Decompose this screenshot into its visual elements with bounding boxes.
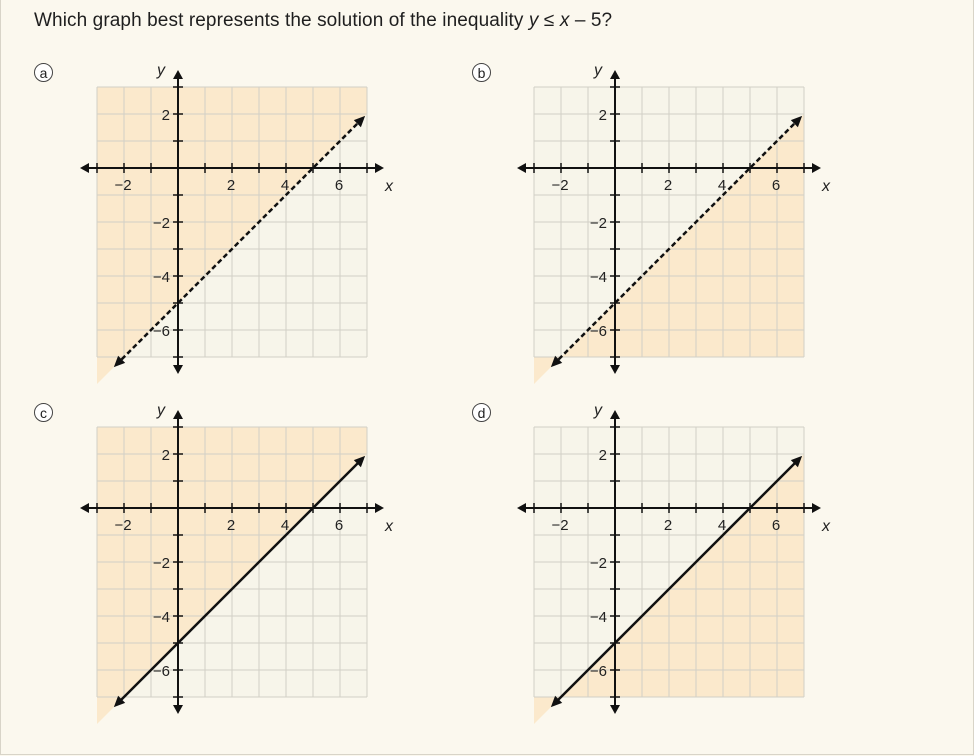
choice-b-radio[interactable]: b xyxy=(472,63,491,82)
x-axis-arrow-left xyxy=(80,503,89,513)
x-tick-label: 6 xyxy=(771,177,781,194)
x-tick-label: −2 xyxy=(114,517,132,534)
y-tick-label: 2 xyxy=(161,107,170,124)
y-axis-label: y xyxy=(157,62,165,79)
y-axis-arrow-up xyxy=(173,70,183,79)
graph-c[interactable] xyxy=(60,390,410,730)
graph-a[interactable] xyxy=(60,50,410,390)
graph-b[interactable] xyxy=(497,50,847,390)
y-tick-label: 2 xyxy=(598,107,607,124)
x-axis-label: x xyxy=(822,518,830,535)
y-tick-label: −4 xyxy=(152,609,170,626)
x-tick-label: 2 xyxy=(226,177,236,194)
y-tick-label: −2 xyxy=(152,215,170,232)
y-tick-label: −4 xyxy=(152,269,170,286)
x-tick-label: 6 xyxy=(334,177,344,194)
graph-c-svg xyxy=(60,390,410,730)
x-axis-label: x xyxy=(385,518,393,535)
y-tick-label: −6 xyxy=(589,663,607,680)
x-axis-arrow-right xyxy=(375,503,384,513)
x-axis-arrow-left xyxy=(80,163,89,173)
x-axis-arrow-right xyxy=(812,503,821,513)
x-axis-label: x xyxy=(822,178,830,195)
choice-c-radio[interactable]: c xyxy=(34,403,53,422)
x-tick-label: 4 xyxy=(717,177,727,194)
y-axis-label: y xyxy=(594,62,602,79)
y-axis-arrow-down xyxy=(610,705,620,714)
choice-a-radio[interactable]: a xyxy=(34,63,53,82)
graph-d-svg xyxy=(497,390,847,730)
x-axis-label: x xyxy=(385,178,393,195)
y-tick-label: −6 xyxy=(152,323,170,340)
y-tick-label: −6 xyxy=(589,323,607,340)
x-tick-label: 2 xyxy=(663,177,673,194)
y-tick-label: 2 xyxy=(598,447,607,464)
x-tick-label: 4 xyxy=(280,517,290,534)
y-tick-label: −2 xyxy=(152,555,170,572)
x-tick-label: 4 xyxy=(717,517,727,534)
choice-d-radio[interactable]: d xyxy=(472,403,491,422)
y-axis-label: y xyxy=(157,402,165,419)
x-tick-label: 2 xyxy=(663,517,673,534)
y-axis-arrow-down xyxy=(610,365,620,374)
x-axis-arrow-right xyxy=(812,163,821,173)
x-tick-label: 6 xyxy=(771,517,781,534)
y-axis-label: y xyxy=(594,402,602,419)
y-axis-arrow-down xyxy=(173,365,183,374)
x-tick-label: 2 xyxy=(226,517,236,534)
x-tick-label: −2 xyxy=(551,517,569,534)
y-tick-label: 2 xyxy=(161,447,170,464)
y-axis-arrow-up xyxy=(173,410,183,419)
x-tick-label: −2 xyxy=(551,177,569,194)
y-axis-arrow-up xyxy=(610,70,620,79)
y-axis-arrow-down xyxy=(173,705,183,714)
y-tick-label: −4 xyxy=(589,609,607,626)
y-axis-arrow-up xyxy=(610,410,620,419)
y-tick-label: −6 xyxy=(152,663,170,680)
question-text: Which graph best represents the solution of the inequality y ≤ x – 5? xyxy=(34,10,613,31)
graph-b-svg xyxy=(497,50,847,390)
y-tick-label: −2 xyxy=(589,555,607,572)
graph-a-svg xyxy=(60,50,410,390)
y-tick-label: −2 xyxy=(589,215,607,232)
x-axis-arrow-left xyxy=(517,163,526,173)
x-axis-arrow-left xyxy=(517,503,526,513)
x-axis-arrow-right xyxy=(375,163,384,173)
graph-d[interactable] xyxy=(497,390,847,730)
y-tick-label: −4 xyxy=(589,269,607,286)
x-tick-label: 4 xyxy=(280,177,290,194)
x-tick-label: −2 xyxy=(114,177,132,194)
x-tick-label: 6 xyxy=(334,517,344,534)
